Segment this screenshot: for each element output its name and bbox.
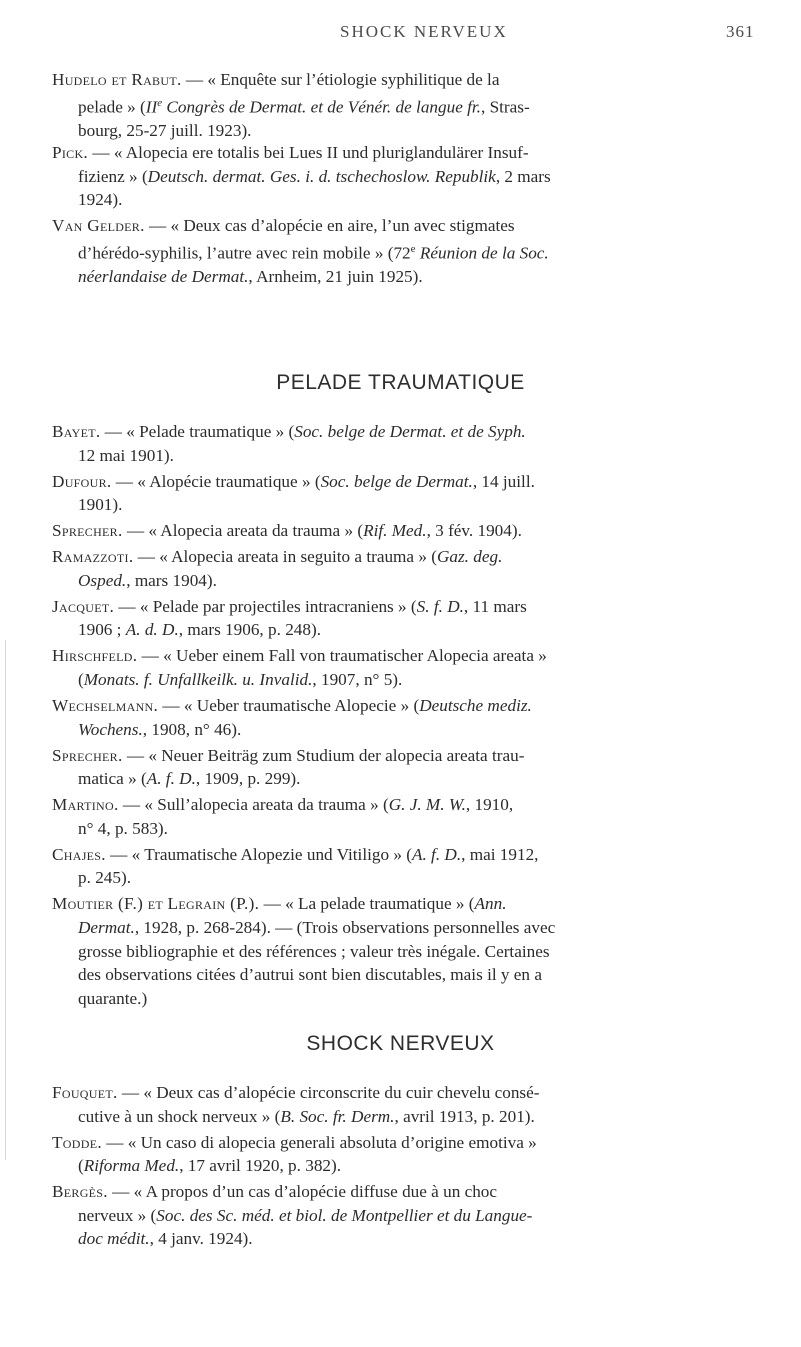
entry-line xyxy=(52,470,767,494)
entry-text: — « Alopecia areata in seguito a trauma » ( xyxy=(133,547,437,567)
entry-text: — « Alopecia ere totalis bei Lues II und pluriglandulärer Insuf- xyxy=(88,143,529,163)
entry-text: nerveux » ( xyxy=(78,1205,157,1225)
entry-text: , Arnheim, 21 juin 1925). xyxy=(248,267,423,287)
entry-line xyxy=(52,595,767,619)
entry-line xyxy=(52,1081,767,1105)
entry-text: — « Alopécie traumatique » ( xyxy=(111,471,321,491)
entry-text: Monats. f. Unfallkeilk. u. Invalid. xyxy=(83,669,313,689)
entry-line xyxy=(52,843,767,867)
entry-text: A. f. D. xyxy=(146,769,196,789)
entry-text: B. Soc. fr. Derm. xyxy=(280,1106,395,1126)
entry-text: , 1928, p. 268-284). — (Trois observations personnelles avec xyxy=(134,917,556,937)
entry-line xyxy=(52,519,767,543)
entry-text: , 4 janv. 1924). xyxy=(149,1229,253,1249)
entry-line xyxy=(52,238,767,265)
entry-author: Hirschfeld. xyxy=(52,646,138,666)
entry-text: bourg, 25-27 juill. 1923). xyxy=(78,120,252,140)
entry-line xyxy=(52,940,767,964)
bibliography-entry xyxy=(52,519,767,543)
entry-author: Todde. xyxy=(52,1132,102,1152)
entry-line xyxy=(52,618,767,642)
entry-line xyxy=(52,668,767,692)
entry-text: — « Pelade par projectiles intracraniens » ( xyxy=(114,596,417,616)
entry-text: S. f. D. xyxy=(416,596,464,616)
entry-text: , 3 fév. 1904). xyxy=(426,521,522,541)
entry-text: , avril 1913, p. 201). xyxy=(394,1106,535,1126)
entry-author: Dufour. xyxy=(52,471,112,491)
bibliography-entry xyxy=(52,141,767,212)
entry-text: 1906 ; xyxy=(78,620,126,640)
entry-text: A. f. D. xyxy=(411,844,462,864)
entry-text: , 1910, xyxy=(465,795,514,815)
entry-line xyxy=(52,916,767,940)
entry-line xyxy=(52,1227,767,1251)
entry-text: , mars 1904). xyxy=(126,570,217,590)
bibliography-entry xyxy=(52,595,767,642)
entry-author: Ramazzoti. xyxy=(52,547,134,567)
entry-text: doc médit. xyxy=(78,1229,150,1249)
bibliography-entry xyxy=(52,1081,767,1128)
entry-line xyxy=(52,644,767,668)
entry-line xyxy=(52,569,767,593)
entry-text: , 11 mars xyxy=(463,596,527,616)
entry-text: Soc. belge de Dermat. et de Syph. xyxy=(294,422,526,441)
entry-line xyxy=(52,444,767,468)
entry-author: Bergès. xyxy=(52,1182,108,1202)
bibliography-entry xyxy=(52,892,767,1010)
entry-text: Deutsche mediz. xyxy=(419,696,532,715)
scan-margin-line xyxy=(5,640,6,1160)
entry-text: Wochens. xyxy=(78,719,143,739)
entry-author: Hudelo et Rabut. xyxy=(52,70,182,89)
entry-text: , 17 avril 1920, p. 382). xyxy=(179,1156,342,1176)
entry-text: Réunion de la Soc. xyxy=(415,243,549,263)
entry-line xyxy=(52,892,767,916)
entry-text: , mars 1906, p. 248). xyxy=(178,620,322,640)
entry-line xyxy=(52,1105,767,1129)
entry-text: Osped. xyxy=(78,570,127,590)
entry-line xyxy=(52,119,767,143)
entry-text: — « Deux cas d’alopécie en aire, l’un avec stigmates xyxy=(144,216,515,236)
entry-author: Moutier (F.) et Legrain (P.). xyxy=(52,894,260,914)
entry-text: fizienz » ( xyxy=(78,166,148,186)
entry-text: , mai 1912, xyxy=(461,844,539,864)
entry-text: — « Ueber einem Fall von traumatischer Alopecia areata » xyxy=(137,646,547,666)
entry-text: ( xyxy=(78,669,84,689)
entry-text: , 2 mars xyxy=(495,166,551,186)
entry-author: Fouquet. xyxy=(52,1083,118,1102)
entry-line xyxy=(52,68,767,92)
entry-text: matica » ( xyxy=(78,769,147,789)
entry-line xyxy=(52,694,767,718)
entry-line xyxy=(52,420,767,444)
entry-text: — « Traumatische Alopezie und Vitiligo » ( xyxy=(105,844,412,864)
bibliography-entry xyxy=(52,694,767,741)
bibliography-entry xyxy=(52,420,767,467)
entry-text: e xyxy=(410,242,416,255)
entry-text: n° 4, p. 583). xyxy=(78,818,168,838)
section-heading-shock-nerveux: SHOCK NERVEUX xyxy=(306,1032,495,1055)
entry-line xyxy=(52,493,767,517)
entry-author: Jacquet. xyxy=(52,596,115,616)
bibliography-entry xyxy=(52,644,767,691)
entry-text: , Stras- xyxy=(480,97,530,117)
page-number: 361 xyxy=(726,22,755,41)
entry-text: — « Sull’alopecia areata da trauma » ( xyxy=(118,795,389,815)
entry-text: — « Un caso di alopecia generali absoluta d’origine emotiva » xyxy=(101,1132,537,1152)
entry-text: d’hérédo-syphilis, l’autre avec rein mobile » (72 xyxy=(78,243,411,263)
entry-line xyxy=(52,744,767,768)
entry-line xyxy=(52,1204,767,1228)
entry-line xyxy=(52,1131,767,1155)
entry-line xyxy=(52,141,767,165)
entry-text: grosse bibliographie et des références ; valeur très inégale. Certaines xyxy=(78,941,550,961)
entry-line xyxy=(52,92,767,119)
entry-text: néerlandaise de Dermat. xyxy=(78,267,249,287)
entry-line xyxy=(52,188,767,212)
entry-text: des observations citées d’autrui sont bien discutables, mais il y en a xyxy=(78,965,542,985)
entry-author: Sprecher. xyxy=(52,745,123,765)
bibliography-entry xyxy=(52,1131,767,1178)
bibliography-entry xyxy=(52,545,767,592)
entry-text: Congrès de Dermat. et de Vénér. de langue fr. xyxy=(162,97,481,117)
entry-text: — « Ueber traumatische Alopecie » ( xyxy=(158,696,420,715)
entry-text: , 1908, n° 46). xyxy=(142,719,242,739)
entry-text: — « Neuer Beiträg zum Studium der alopecia areata trau- xyxy=(122,745,525,765)
entry-text: Deutsch. dermat. Ges. i. d. tschechoslow. Republik xyxy=(147,166,496,186)
entry-text: e xyxy=(157,96,163,109)
entry-line xyxy=(52,963,767,987)
entry-author: Chajes. xyxy=(52,844,106,864)
entry-text: p. 245). xyxy=(78,868,131,888)
bibliography-entry xyxy=(52,843,767,890)
entry-text: — « Pelade traumatique » ( xyxy=(100,422,295,441)
bibliography-entry xyxy=(52,793,767,840)
entry-line xyxy=(52,987,767,1011)
bibliography-entry xyxy=(52,470,767,517)
entry-text: — « Enquête sur l’étiologie syphilitique de la xyxy=(181,70,500,89)
entry-line xyxy=(52,718,767,742)
bibliography-entry xyxy=(52,68,767,143)
entry-text: Rif. Med. xyxy=(363,521,427,541)
entry-text: — « La pelade traumatique » ( xyxy=(259,894,475,914)
bibliography-entry xyxy=(52,1180,767,1251)
entry-text: cutive à un shock nerveux » ( xyxy=(78,1106,281,1126)
entry-text: Ann. xyxy=(474,894,507,914)
entry-line xyxy=(52,767,767,791)
entry-text: A. d. D. xyxy=(125,620,179,640)
entry-text: 12 mai 1901). xyxy=(78,445,174,465)
entry-text: pelade » ( xyxy=(78,97,146,117)
entry-line xyxy=(52,265,767,289)
entry-text: II xyxy=(145,97,158,117)
entry-author: Van Gelder. xyxy=(52,216,145,236)
bibliography-entry xyxy=(52,744,767,791)
entry-line xyxy=(52,165,767,189)
entry-author: Bayet. xyxy=(52,422,101,441)
entry-line xyxy=(52,545,767,569)
entry-text: , 14 juill. xyxy=(472,471,535,491)
entry-line xyxy=(52,214,767,238)
entry-text: Gaz. deg. xyxy=(436,547,503,567)
entry-author: Pick. xyxy=(52,143,89,163)
entry-line xyxy=(52,817,767,841)
entry-line xyxy=(52,793,767,817)
running-head-title: SHOCK NERVEUX xyxy=(340,22,508,41)
entry-text: 1924). xyxy=(78,190,123,210)
entry-text: , 1907, n° 5). xyxy=(312,669,403,689)
entry-text: Soc. belge de Dermat. xyxy=(320,471,473,491)
entry-line xyxy=(52,1180,767,1204)
entry-text: G. J. M. W. xyxy=(388,795,466,815)
section-heading-pelade-traumatique: PELADE TRAUMATIQUE xyxy=(276,371,525,394)
entry-text: Dermat. xyxy=(78,917,135,937)
entry-text: Soc. des Sc. méd. et biol. de Montpellier et du Langue- xyxy=(156,1205,533,1225)
entry-text: — « A propos d’un cas d’alopécie diffuse due à un choc xyxy=(107,1182,498,1202)
entry-text: — « Alopecia areata da trauma » ( xyxy=(122,521,364,541)
entry-line xyxy=(52,1154,767,1178)
entry-text: — « Deux cas d’alopécie circonscrite du cuir chevelu consé- xyxy=(117,1083,540,1102)
entry-author: Sprecher. xyxy=(52,521,123,541)
entry-line xyxy=(52,866,767,890)
entry-text: ( xyxy=(78,1156,84,1176)
entry-author: Wechselmann. xyxy=(52,696,159,715)
entry-text: quarante.) xyxy=(78,988,148,1008)
entry-text: Riforma Med. xyxy=(83,1156,180,1176)
bibliography-entry xyxy=(52,214,767,289)
entry-text: 1901). xyxy=(78,495,123,515)
entry-author: Martino. xyxy=(52,795,119,815)
entry-text: , 1909, p. 299). xyxy=(195,769,301,789)
